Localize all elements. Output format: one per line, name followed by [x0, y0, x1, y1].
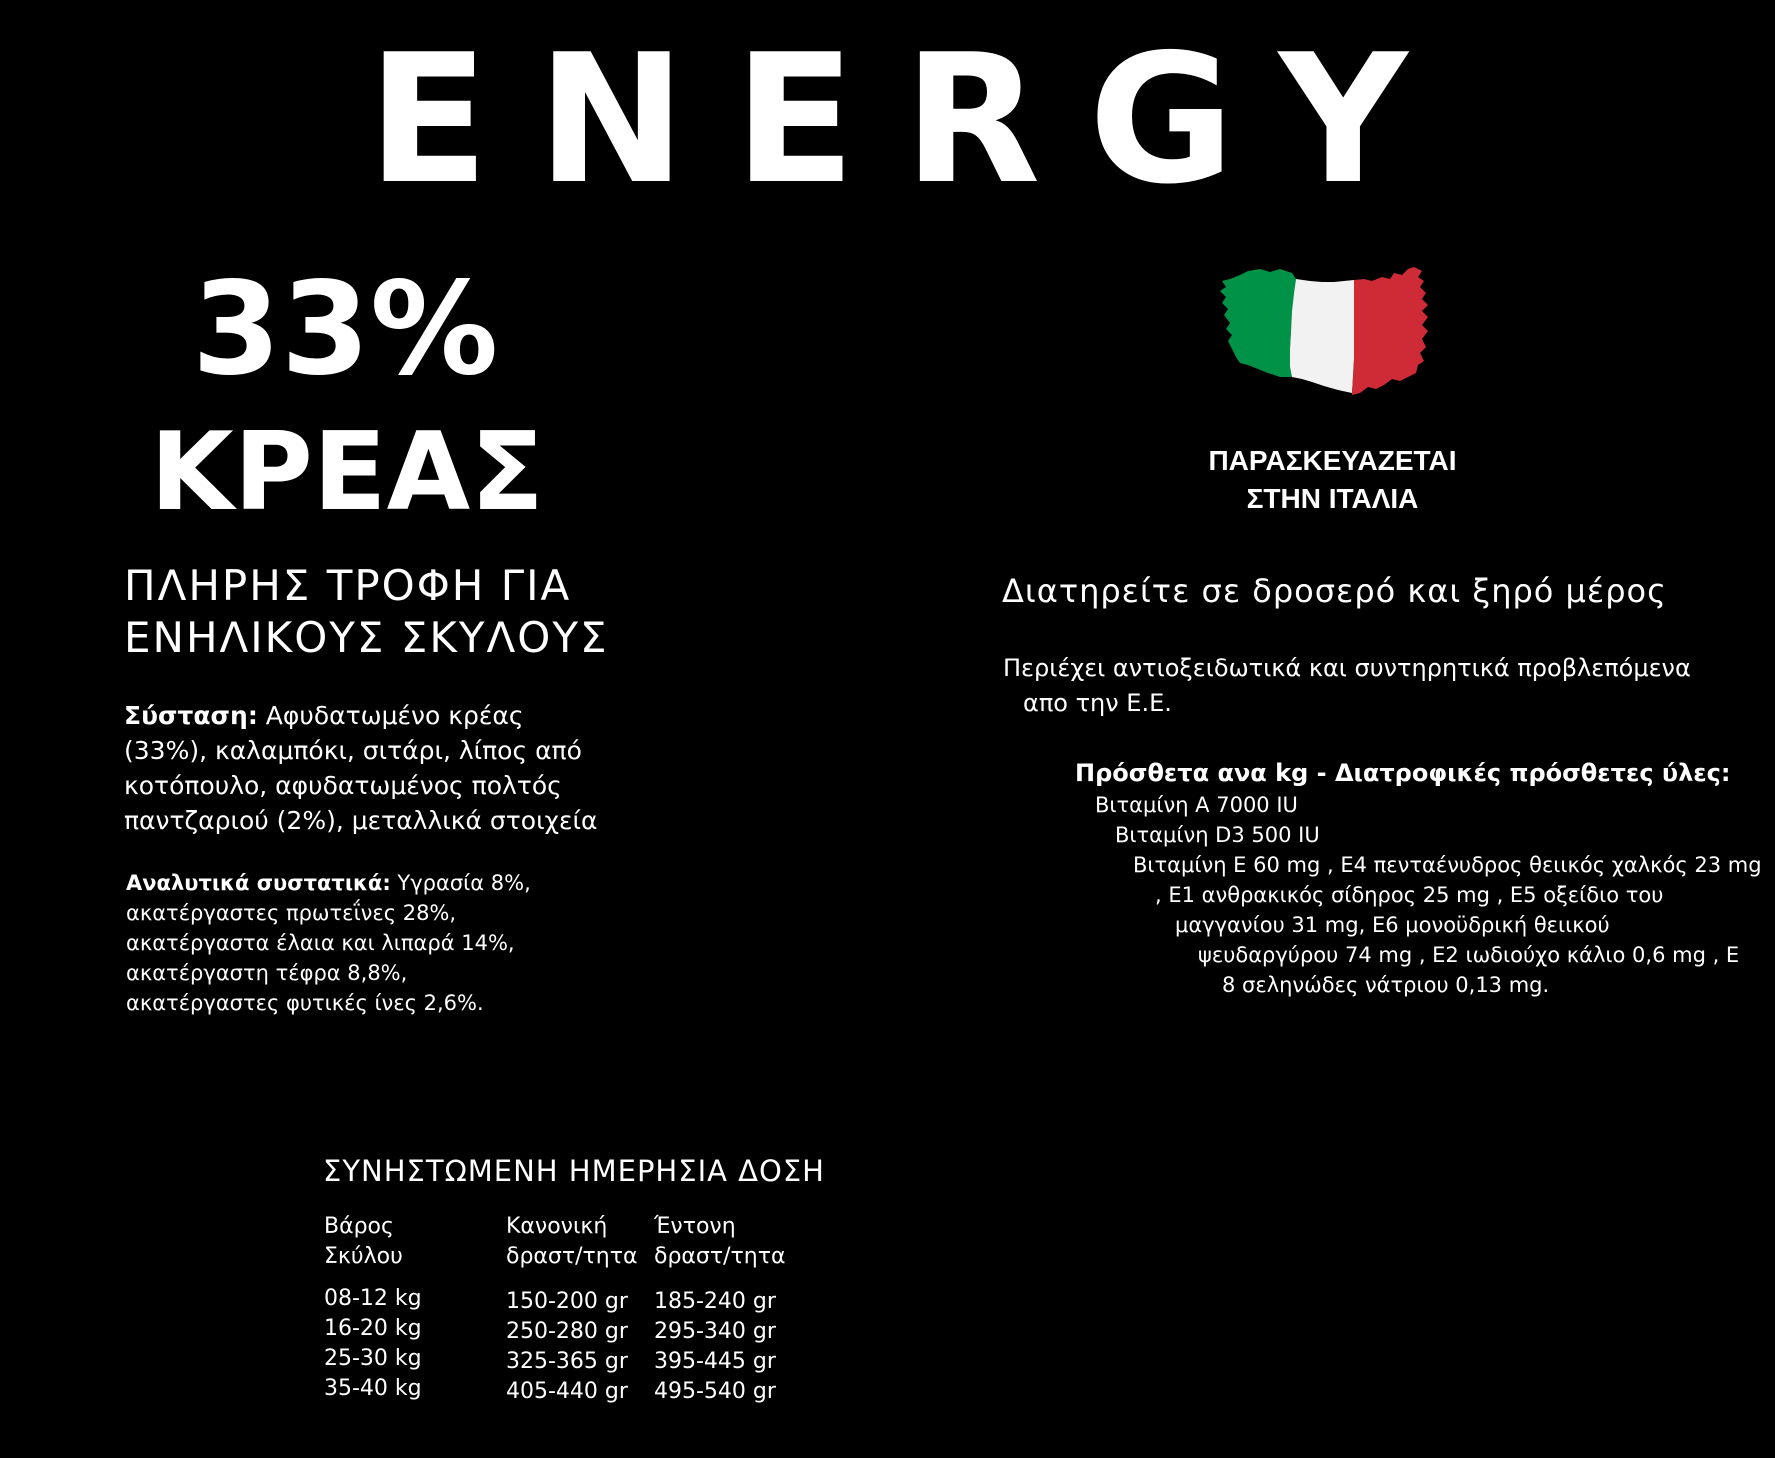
table-cell: 295-340 gr [654, 1319, 776, 1344]
composition-label: Σύσταση: [124, 701, 258, 730]
italy-flag-icon [1218, 265, 1440, 414]
flag-white-band [1290, 279, 1354, 393]
product-line-2: ΕΝΗΛΙΚΟΥΣ ΣΚΥΛΟΥΣ [124, 613, 609, 662]
analytical-label: Αναλυτικά συστατικά: [126, 871, 391, 895]
product-description [124, 560, 609, 664]
table-cell: 405-440 gr [506, 1379, 628, 1404]
analytical-line: ακατέργαστες πρωτεΐνες 28%, [126, 901, 457, 925]
brand-title: ENERGY [367, 16, 1456, 223]
additive-line: 8 σεληνώδες νάτριου 0,13 mg. [1222, 973, 1550, 997]
table-row: 08-12 kg [324, 1286, 422, 1311]
table-cell: 395-445 gr [654, 1349, 776, 1374]
table-row: 16-20 kg [324, 1316, 422, 1341]
meat-label: ΚΡΕΑΣ [150, 410, 544, 535]
made-in-italy-label [1150, 442, 1515, 518]
column-header-intense: Έντονη δραστ/τητα [654, 1214, 786, 1269]
product-line-1: ΠΛΗΡΗΣ ΤΡΟΦΗ ΓΙΑ [124, 561, 572, 610]
additive-line: Βιταμίνη Ε 60 mg , Ε4 πενταένυδρος θειικός χαλκός 23 mg [1133, 853, 1762, 877]
table-cell: 325-365 gr [506, 1349, 628, 1374]
made-in-line-2: ΣΤΗΝ ΙΤΑΛΙΑ [1246, 483, 1419, 514]
additive-line: , Ε1 ανθρακικός σίδηρος 25 mg , Ε5 οξείδιο του [1155, 883, 1664, 907]
italy-flag-graphic [1218, 265, 1440, 410]
analytical-line: Αναλυτικά συστατικά: Υγρασία 8%, [126, 871, 531, 895]
antioxidants-line-1: Περιέχει αντιοξειδωτικά και συντηρητικά προβλεπόμενα [1003, 654, 1691, 682]
meat-percent: 33% [191, 255, 499, 404]
made-in-line-1: ΠΑΡΑΣΚΕΥΑΖΕΤΑΙ [1208, 445, 1457, 476]
table-cell: 185-240 gr [654, 1289, 776, 1314]
additive-line: Βιταμίνη D3 500 IU [1115, 823, 1320, 847]
table-cell: 495-540 gr [654, 1379, 776, 1404]
additive-line: ψευδαργύρου 74 mg , Ε2 ιωδιούχο κάλιο 0,6 mg , Ε [1198, 943, 1740, 967]
flag-green-band [1220, 269, 1296, 377]
antioxidants-line-2: απο την Ε.Ε. [1023, 689, 1172, 717]
analytical-constituents [126, 868, 596, 1018]
table-cell: 250-280 gr [506, 1319, 628, 1344]
analytical-line: ακατέργαστη τέφρα 8,8%, [126, 961, 408, 985]
flag-red-band [1352, 267, 1428, 395]
daily-dose-title: ΣΥΝΗΣΤΩΜΕΝΗ ΗΜΕΡΗΣΙΑ ΔΟΣΗ [323, 1154, 825, 1188]
antioxidants-note [1003, 651, 1723, 721]
column-header-weight: Βάρος Σκύλου [324, 1214, 403, 1269]
analytical-line: ακατέργαστα έλαια και λιπαρά 14%, [126, 931, 515, 955]
table-row: 35-40 kg [324, 1376, 422, 1401]
storage-instructions: Διατηρείτε σε δροσερό και ξηρό μέρος [1002, 572, 1667, 610]
table-row: 25-30 kg [324, 1346, 422, 1371]
additives-heading: Πρόσθετα ανα kg - Διατροφικές πρόσθετες ύλες: [1075, 759, 1731, 787]
column-header-normal: Κανονική δραστ/τητα [506, 1214, 638, 1269]
table-cell: 150-200 gr [506, 1289, 628, 1314]
composition [124, 698, 604, 838]
analytical-line: ακατέργαστες φυτικές ίνες 2,6%. [126, 991, 484, 1015]
additive-line: μαγγανίου 31 mg, Ε6 μονοϋδρική θειικού [1175, 913, 1610, 937]
composition-text: Αφυδατωμένο κρέας (33%), καλαμπόκι, σιτάρι, λίπος από κοτόπουλο, αφυδατωμένος πολτός παντζαριού (2%), μεταλλικά στοιχεία [124, 701, 598, 835]
additive-line: Βιταμίνη Α 7000 IU [1095, 793, 1298, 817]
